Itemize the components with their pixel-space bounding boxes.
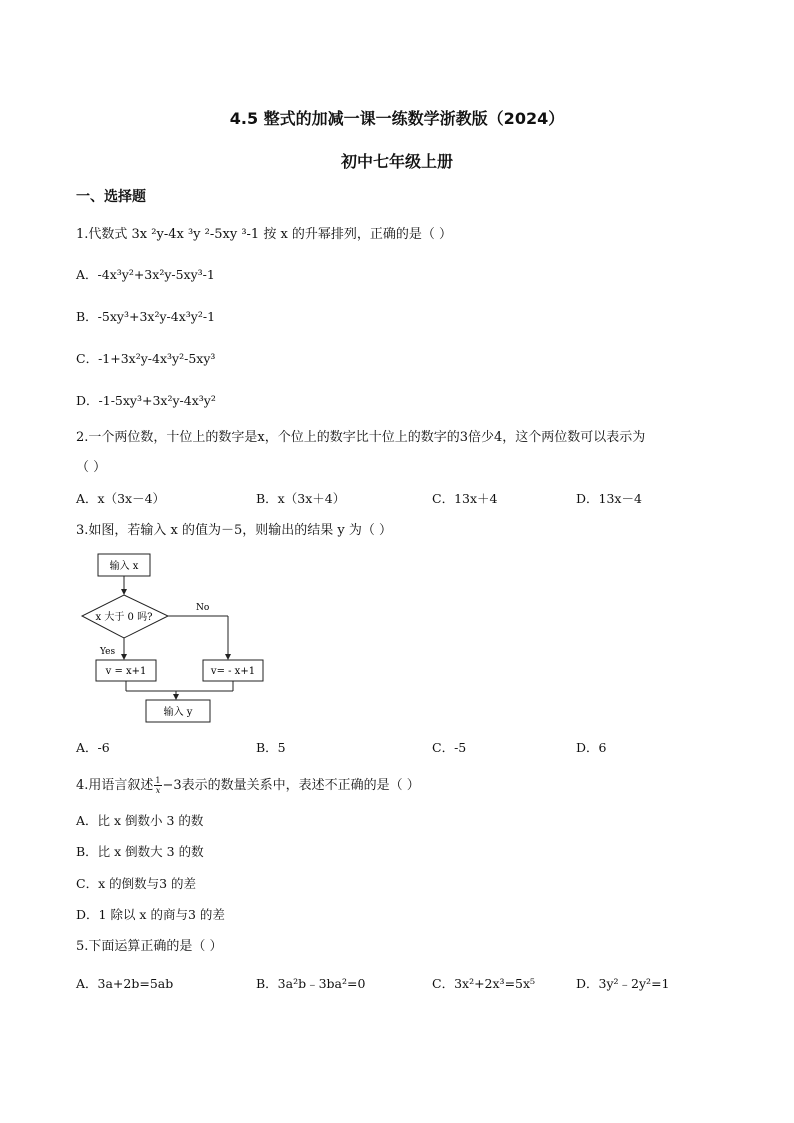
fraction-numerator: 1 [155,776,161,785]
flowchart [76,548,276,728]
fraction-one-over-x [154,776,161,795]
flow-yes-box-label: v = x+1 [105,666,147,677]
flow-yes-label: Yes [100,647,116,657]
question-4-stem-pre: 4.用语言叙述 [76,778,154,793]
question-4-option-a: A．比 x 倒数小 3 的数 [76,813,204,828]
question-3-stem: 3.如图，若输入 x 的值为－5，则输出的结果 y 为（ ） [76,523,393,538]
question-5-stem: 5.下面运算正确的是（ ） [76,939,223,954]
title-line-1: 4.5 整式的加减一课一练数学浙教版（2024） [229,109,565,128]
title-line-2: 初中七年级上册 [340,152,453,171]
question-2-option-c: C．13x＋4 [432,491,498,506]
question-4-option-d: D．1 除以 x 的商与3 的差 [76,907,225,922]
question-1-option-a: A．-4x³y²+3x²y-5xy³-1 [76,267,215,282]
question-2-option-d: D．13x－4 [576,491,642,506]
fraction-denominator: x [155,786,161,795]
flow-no-box-label: v= - x+1 [210,666,256,677]
question-4-option-b: B．比 x 倒数大 3 的数 [76,844,204,859]
question-3-option-d: D．6 [576,740,607,755]
question-4-stem [76,774,420,795]
question-1-stem: 1.代数式 3x ²y-4x ³y ²-5xy ³-1 按 x 的升幂排列，正确的是（ ） [76,227,453,242]
question-2-stem-line-1: 2.一个两位数，十位上的数字是x，个位上的数字比十位上的数字的3倍少4，这个两位数可以表示为 [76,430,646,445]
question-5-option-c: C．3x²+2x³=5x⁵ [432,976,536,991]
flow-decision-label: x 大于 0 吗? [95,612,153,623]
question-4-option-c: C．x 的倒数与3 的差 [76,876,197,891]
question-2-option-a: A．x（3x－4） [76,491,166,506]
question-2-option-b: B．x（3x＋4） [256,491,346,506]
question-5-option-b: B．3a²b﹣3ba²=0 [256,976,366,991]
flow-input-label: 输入 x [109,561,139,572]
question-1-option-c: C．-1+3x²y-4x³y²-5xy³ [76,351,216,366]
question-5-option-d: D．3y²﹣2y²=1 [576,976,670,991]
question-2-stem-line-2: （ ） [76,460,107,475]
question-1-option-d: D．-1-5xy³+3x²y-4x³y² [76,393,216,408]
question-3-option-a: A．-6 [76,740,110,755]
flow-output-label: 输入 y [163,707,193,718]
question-3-option-b: B．5 [256,740,286,755]
question-1-option-b: B．-5xy³+3x²y-4x³y²-1 [76,309,216,324]
flow-no-label: No [196,603,210,613]
question-5-option-a: A．3a+2b=5ab [76,976,174,991]
question-3-option-c: C．-5 [432,740,467,755]
question-4-stem-post: −3表示的数量关系中，表述不正确的是（ ） [162,778,420,793]
section-heading: 一、选择题 [76,189,146,205]
